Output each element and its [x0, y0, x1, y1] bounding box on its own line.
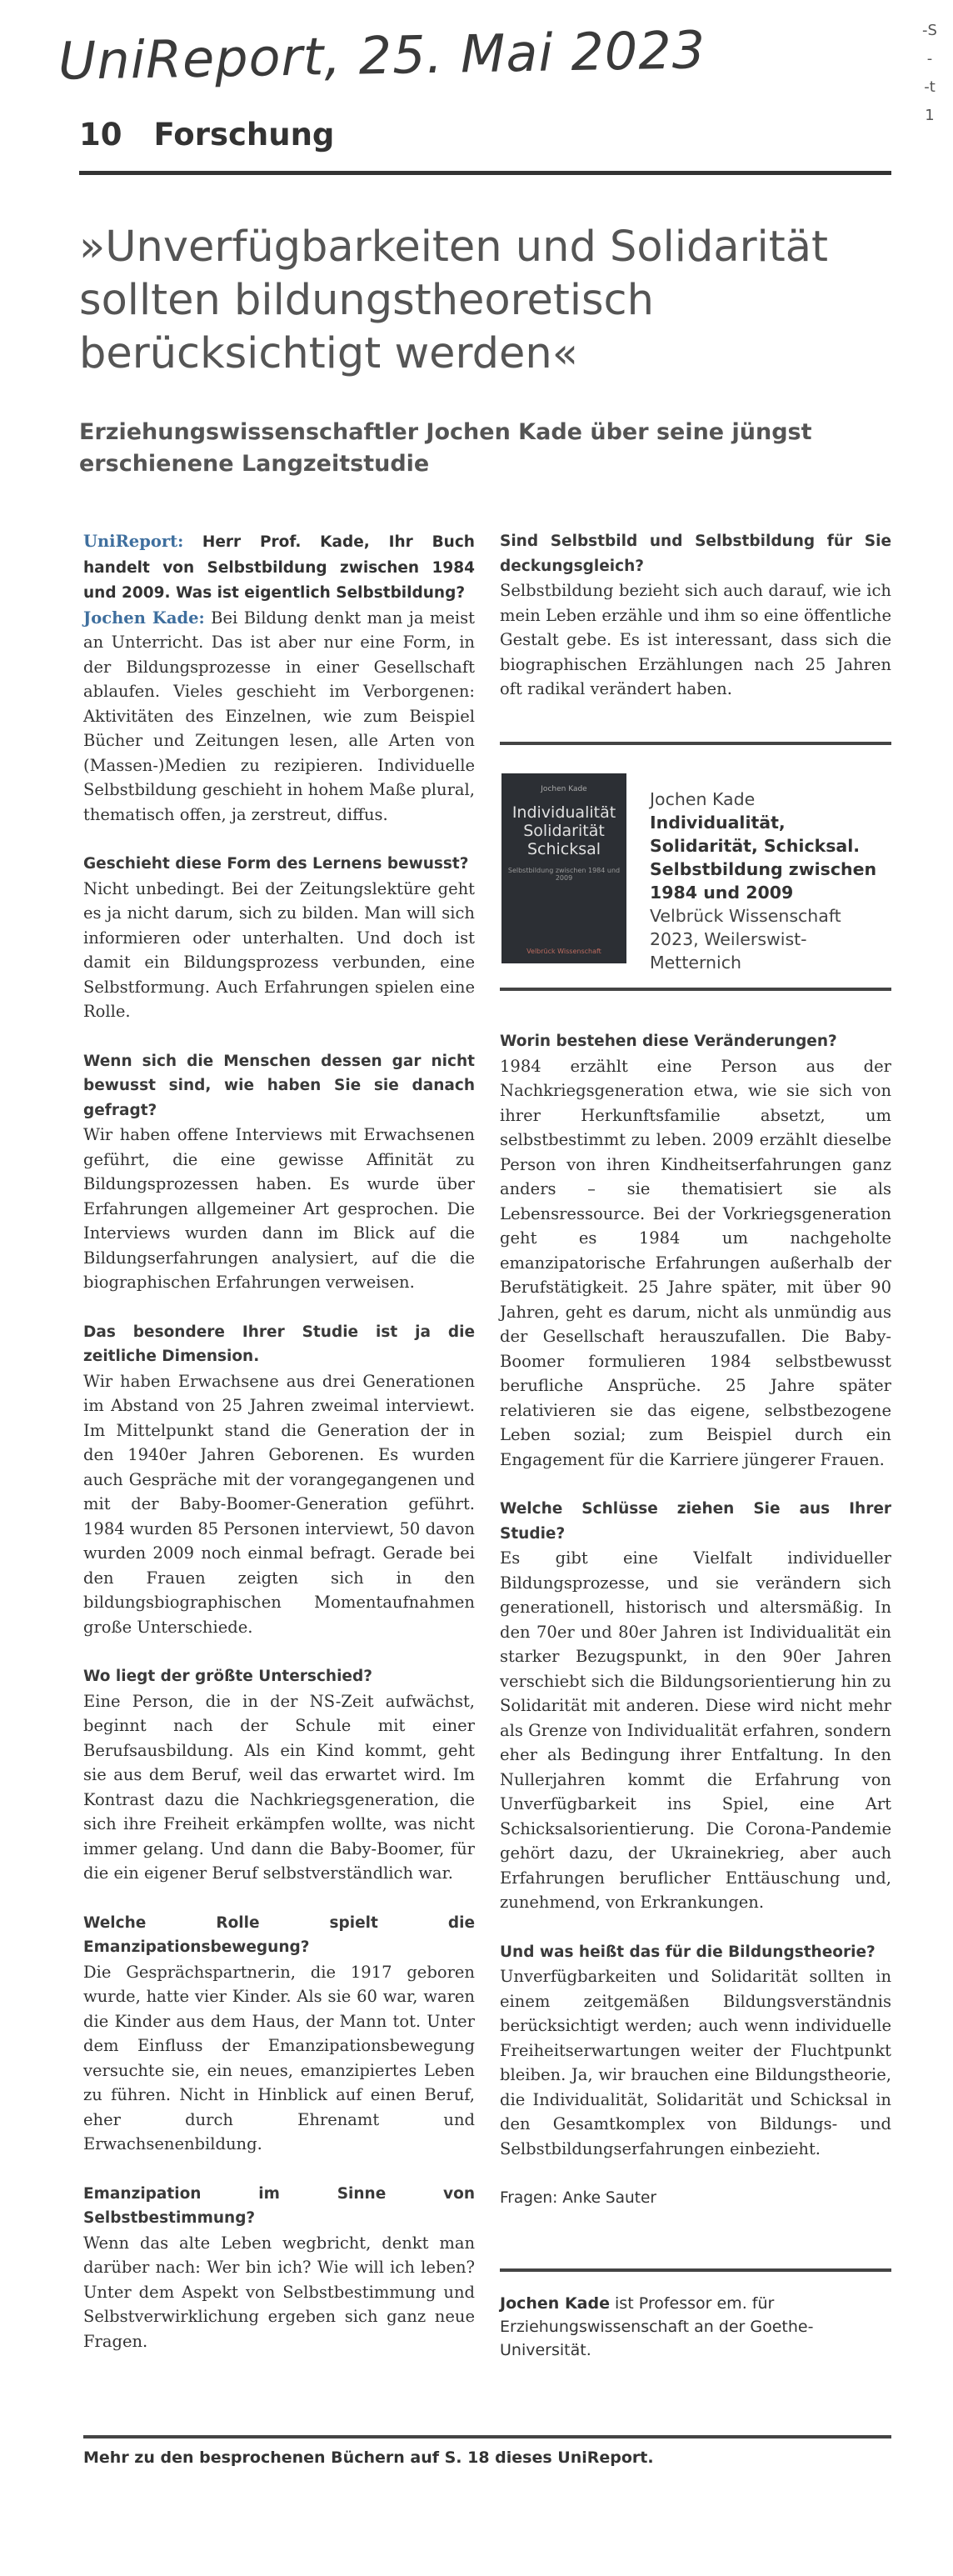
question-7: Emanzipation im Sinne von Selbstbestimmung?	[83, 2184, 475, 2227]
answer-3: Wir haben offene Interviews mit Erwachsenen geführt, die eine gewisse Affinität zu Bildungsprozessen haben. Es wurde über Erfahrungen allgemeiner Art gesprochen. Die Interviews wurden dann im Blick auf die Bildungserfahrungen analysiert, auf die die biographischen Erfahrungen verweisen.	[83, 1125, 475, 1292]
question-8: Sind Selbstbild und Selbstbildung für Sie deckungsgleich?	[500, 533, 891, 575]
left-column	[83, 529, 475, 2378]
bio-text: ist Professor em. für Erziehungswissenschaft an der Goethe-Universität.	[500, 2294, 814, 2359]
question-9: Worin bestehen diese Veränderungen?	[500, 1033, 837, 1050]
question-3: Wenn sich die Menschen dessen gar nicht bewusst sind, wie haben Sie sie danach gefragt?	[83, 1052, 475, 1119]
question-1: UniReport: Herr Prof. Kade, Ihr Buch handelt von Selbstbildung zwischen 1984 und 2009. Was ist eigentlich Selbstbildung? Jochen Kade: Bei Bildung denkt man ja meist an Unterricht. Das ist aber nur eine Form, in der Bildungsprozesse in einer Gesellschaft ablaufen. Vieles geschieht im Verborgenen: Aktivitäten des Einzelnen, wie zum Beispiel Bücher und Zeitungen lesen, alle Arten von (Massen-)Medien zu rezipieren. Individuelle Selbstbildung geschieht in hohem Maße plural, thematisch offen, ja zerstreut, diffus.	[83, 532, 475, 824]
book-cover-publisher: Velbrück Wissenschaft	[526, 948, 601, 955]
book-title: Individualität, Solidarität, Schicksal. Selbstbildung zwischen 1984 und 2009	[650, 813, 877, 903]
bio-name: Jochen Kade	[500, 2294, 610, 2313]
question-10: Welche Schlüsse ziehen Sie aus Ihrer Studie?	[500, 1500, 891, 1543]
answer-8: Selbstbildung bezieht sich auch darauf, wie ich mein Leben erzähle und ihm so eine öffentliche Gestalt gebe. Es ist interessant, dass sich die biographischen Erzählungen nach 25 Jahren oft radikal verändert haben.	[500, 581, 891, 698]
answer-10: Es gibt eine Vielfalt individueller Bildungsprozesse, und sie verändern sich generationell, historisch und altersmäßig. In den 70er und 80er Jahren ist Individualität ein starker Bezugspunkt, in den 90er Jahren verschiebt sich die Bildungsorientierung hin zu Solidarität mit anderen. Diese wird nicht mehr als Grenze von Individualität erfahren, sondern eher als Bedingung ihrer Entfaltung. In den Nullerjahren kommt die Erfahrung von Unverfügbarkeit ins Spiel, eine Art Schicksalsorientierung. Die Corona-Pandemie gehört dazu, der Ukrainekrieg, aber auch Erfahrungen beruflicher Enttäuschung und, zunehmend, von Erkrankungen.	[500, 1548, 891, 1912]
answer-1: Bei Bildung denkt man ja meist an Unterricht. Das ist aber nur eine Form, in der Bildungsprozesse in einer Gesellschaft ablaufen. Vieles geschieht im Verborgenen: Aktivitäten des Einzelnen, wie zum Beispiel Bücher und Zeitungen lesen, alle Arten von (Massen-)Medien zu rezipieren. Individuelle Selbstbildung geschieht in hohem Maße plural, thematisch offen, ja zerstreut, diffus.	[83, 608, 475, 824]
headline: »Unverfügbarkeiten und Solidarität sollten bildungstheoretisch berücksichtigt werden«	[79, 223, 828, 378]
answer-6: Die Gesprächspartnerin, die 1917 geboren wurde, hatte vier Kinder. Als sie 60 war, waren die Kinder aus dem Haus, der Mann tot. Unter dem Einfluss der Emanzipationsbewegung versuchte sie, ein neues, emanzipiertes Leben zu führen. Nicht in Hinblick auf einen Beruf, eher durch Ehrenamt und Erwachsenenbildung.	[83, 1962, 475, 2153]
margin-mark: -S	[922, 22, 937, 39]
book-info	[650, 788, 891, 974]
answer-4: Wir haben Erwachsene aus drei Generationen im Abstand von 25 Jahren zweimal interviewt. Im Mittelpunkt stand die Generation der in den 1940er Jahren Geborenen. Es wurden auch Gespräche mit der vorangegangenen und mit der Baby-Boomer-Generation geführt. 1984 wurden 85 Personen interviewt, 50 davon wurden 2009 noch einmal befragt. Gerade bei den Frauen zeigten sich in den bildungsbiographischen Momentaufnahmen große Unterschiede.	[83, 1371, 475, 1637]
book-box-top-rule	[500, 742, 891, 745]
answer-7: Wenn das alte Leben wegbricht, denkt man darüber nach: Wer bin ich? Wie will ich leben? Unter dem Aspekt von Selbstbestimmung und Selbstverwirklichung ergeben sich ganz neue Fragen.	[83, 2233, 475, 2351]
footer-note: Mehr zu den besprochenen Büchern auf S. 18 dieses UniReport.	[83, 2448, 654, 2467]
question-2: Geschieht diese Form des Lernens bewusst?	[83, 855, 469, 873]
speaker-unireport: UniReport:	[83, 532, 184, 551]
answer-2: Nicht unbedingt. Bei der Zeitungslektüre geht es ja nicht darum, sich zu bilden. Man will sich informieren oder unterhalten. Und doch ist damit ein Bildungsprozess verbunden, eine Selbstformung. Auch Erfahrungen spielen eine Rolle.	[83, 878, 475, 1021]
interview-credit: Fragen: Anke Sauter	[500, 2189, 656, 2207]
margin-mark: -t	[924, 78, 936, 96]
book-author: Jochen Kade	[650, 789, 756, 809]
book-cover	[501, 773, 626, 963]
handwritten-note: UniReport, 25. Mai 2023	[57, 19, 706, 92]
right-column-top	[500, 529, 891, 727]
bio-rule	[500, 2268, 891, 2272]
speaker-kade: Jochen Kade:	[83, 608, 205, 628]
book-cover-subtitle: Selbstbildung zwischen 1984 und 2009	[507, 867, 621, 882]
book-cover-author: Jochen Kade	[541, 785, 587, 793]
answer-5: Eine Person, die in der NS-Zeit aufwächst, beginnt nach der Schule mit einer Berufsausbildung. Als ein Kind kommt, geht sie aus dem Beruf, weil das erwartet wird. Im Kontrast dazu die Nachkriegsgeneration, die sich ihre Freiheit erkämpfen wollte, was nicht immer gelang. Und dann die Baby-Boomer, für die ein eigener Beruf selbstverständlich war.	[83, 1691, 475, 1883]
book-box-bottom-rule	[500, 988, 891, 991]
book-cover-title: Individualität Solidarität Schicksal	[511, 803, 616, 858]
margin-mark: 1	[925, 107, 935, 124]
margin-marks	[921, 17, 938, 130]
section-header	[79, 117, 334, 153]
question-4: Das besondere Ihrer Studie ist ja die zeitliche Dimension.	[83, 1323, 475, 1365]
page-number: 10	[79, 117, 122, 153]
header-rule	[79, 171, 891, 175]
answer-9: 1984 erzählt eine Person aus der Nachkriegsgeneration etwa, wie sie sich von ihrer Herkunftsfamilie absetzt, um selbstbestimmt zu leben. 2009 erzählt dieselbe Person von ihren Kindheitserfahrungen ganz anders – sie thematisiert sie als Lebensressource. Bei der Vorkriegsgeneration geht es 1984 um nachgeholte emanzipatorische Erfahrungen außerhalb der Berufstätigkeit. 25 Jahre später, mit über 90 Jahren, geht es darum, nicht als unmündig aus der Gesellschaft herauszufallen. Die Baby-Boomer formulieren 1984 selbstbewusst berufliche Ansprüche. 25 Jahre später relativieren sie das eigene, selbstbezogene Leben sozial; zum Beispiel durch ein Engagement für die Karriere jüngerer Frauen.	[500, 1056, 891, 1469]
question-11: Und was heißt das für die Bildungstheorie?	[500, 1943, 876, 1961]
author-bio	[500, 2292, 891, 2362]
book-publisher: Velbrück Wissenschaft 2023, Weilerswist-Metternich	[650, 906, 841, 973]
answer-11: Unverfügbarkeiten und Solidarität sollten in einem zeitgemäßen Bildungsverständnis berücksichtigt werden; auch wenn individuelle Freiheitserwartungen weiter der Fluchtpunkt bleiben. Ja, wir brauchen eine Bildungstheorie, die Individualität, Solidarität und Schicksal in den Gesamtkomplex von Bildungs- und Selbstbildungserfahrungen einbezieht.	[500, 1967, 891, 2158]
right-column-bottom	[500, 1029, 891, 2236]
subheadline: Erziehungswissenschaftler Jochen Kade über seine jüngst erschienene Langzeitstudie	[79, 419, 812, 477]
question-6: Welche Rolle spielt die Emanzipationsbewegung?	[83, 1913, 475, 1956]
section-name: Forschung	[153, 117, 335, 153]
footer-rule	[83, 2435, 891, 2438]
question-5: Wo liegt der größte Unterschied?	[83, 1668, 372, 1685]
margin-mark: -	[926, 50, 933, 68]
